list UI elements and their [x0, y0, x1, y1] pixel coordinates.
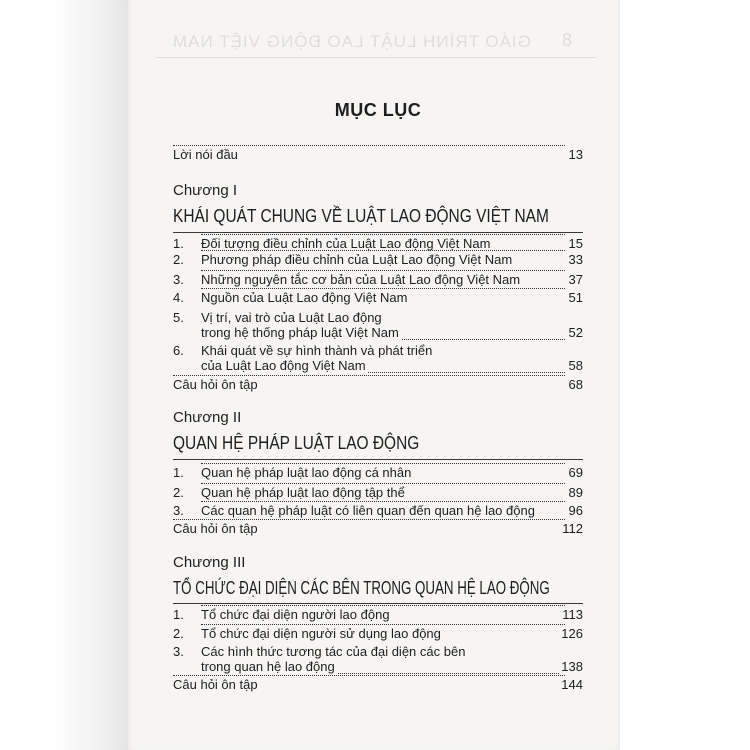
toc-item-number: 1.: [173, 607, 184, 622]
toc-entry-text: Các hình thức tương tác của đại diện các bên: [201, 644, 466, 659]
show-through-rule: [156, 57, 596, 58]
toc-item-number: 5.: [173, 310, 184, 325]
toc-page-number: 51: [568, 290, 583, 305]
toc-page-number: 68: [568, 377, 583, 392]
chapter-3-rule: [173, 603, 583, 604]
leader-dots: [201, 605, 565, 606]
chapter-3-title: TỔ CHỨC ĐẠI DIỆN CÁC BÊN TRONG QUAN HỆ LAO ĐỘNG: [173, 578, 550, 598]
toc-title: MỤC LỤC: [334, 100, 422, 120]
toc-item-number: 3.: [173, 644, 184, 659]
leader-dots: [201, 463, 565, 464]
toc-entry-text: Khái quát về sự hình thành và phát triển: [201, 343, 433, 358]
chapter-3-label: Chương III: [173, 554, 246, 571]
leader-dots: [201, 624, 565, 625]
leader-dots: [173, 675, 565, 676]
toc-entry-text-line2: trong hệ thống pháp luật Việt Nam: [201, 325, 399, 340]
leader-dots: [201, 288, 565, 289]
toc-page-number: 52: [568, 325, 583, 340]
chapter-1-rule: [173, 232, 583, 233]
toc-page-number: 89: [568, 485, 583, 500]
toc-page-number: 138: [561, 659, 583, 674]
toc-entry-text: Những nguyên tắc cơ bản của Luật Lao động Việt Nam: [201, 272, 521, 287]
toc-item-number: 2.: [173, 626, 184, 641]
toc-entry-text: Câu hỏi ôn tập: [173, 377, 258, 392]
toc-page-number: 15: [568, 236, 583, 251]
toc-item-number: 6.: [173, 343, 184, 358]
toc-item-number: 1.: [173, 465, 184, 480]
toc-entry-text: Phương pháp điều chỉnh của Luật Lao động Việt Nam: [201, 252, 513, 267]
toc-entry-text: Quan hệ pháp luật lao động tập thể: [201, 485, 405, 500]
toc-entry-text: Tổ chức đại diện người sử dụng lao động: [201, 626, 441, 641]
toc-entry-text: Đối tượng điều chỉnh của Luật Lao động Việt Nam: [201, 236, 491, 251]
leader-dots: [201, 501, 565, 502]
toc-entry-text: Câu hỏi ôn tập: [173, 521, 258, 536]
toc-page-number: 144: [561, 677, 583, 692]
chapter-2-label: Chương II: [173, 409, 242, 426]
toc-item-number: 1.: [173, 236, 184, 251]
chapter-2-title: QUAN HỆ PHÁP LUẬT LAO ĐỘNG: [173, 433, 420, 453]
toc-page-number: 96: [568, 503, 583, 518]
book-spine-edge: [0, 0, 126, 750]
toc-entry-text: Câu hỏi ôn tập: [173, 677, 258, 692]
toc-page-number: 13: [568, 147, 583, 162]
toc-entry-text: Vị trí, vai trò của Luật Lao động: [201, 310, 382, 325]
toc-page-number: 37: [568, 272, 583, 287]
chapter-1-title: KHÁI QUÁT CHUNG VỀ LUẬT LAO ĐỘNG VIỆT NAM: [173, 206, 549, 226]
toc-page-number: 33: [568, 252, 583, 267]
toc-entry-text: Các quan hệ pháp luật có liên quan đến quan hệ lao động: [201, 503, 535, 518]
toc-entry-text: Quan hệ pháp luật lao động cá nhân: [201, 465, 412, 480]
chapter-1-label: Chương I: [173, 182, 238, 199]
toc-item-number: 2.: [173, 485, 184, 500]
show-through-page-number: 8: [562, 30, 573, 50]
leader-dots: [173, 375, 565, 376]
toc-entry-text-line2: của Luật Lao động Việt Nam: [201, 358, 366, 373]
leader-dots: [201, 483, 565, 484]
leader-dots: [201, 250, 565, 251]
chapter-2-rule: [173, 459, 583, 460]
toc-entry-text: Lời nói đầu: [173, 147, 238, 162]
leader-dots: [201, 234, 565, 235]
leader-dots: [173, 145, 565, 146]
toc-page-number: 126: [561, 626, 583, 641]
toc-item-number: 2.: [173, 252, 184, 267]
leader-dots: [201, 270, 565, 271]
toc-entry-text: Nguồn của Luật Lao động Việt Nam: [201, 290, 408, 305]
toc-item-number: 3.: [173, 272, 184, 287]
leader-dots: [173, 519, 565, 520]
toc-item-number: 3.: [173, 503, 184, 518]
right-background: [620, 0, 750, 750]
toc-item-number: 4.: [173, 290, 184, 305]
toc-page-number: 113: [562, 607, 583, 622]
toc-page-number: 58: [568, 358, 583, 373]
toc-page-number: 69: [568, 465, 583, 480]
toc-page-number: 112: [562, 521, 583, 536]
book-page: [126, 0, 620, 750]
toc-entry-text: Tổ chức đại diện người lao động: [201, 607, 390, 622]
show-through-header: GIÁO TRÌNH LUẬT LAO ĐỘNG VIỆT NAM: [172, 32, 531, 51]
toc-entry-text-line2: trong quan hệ lao động: [201, 659, 335, 674]
